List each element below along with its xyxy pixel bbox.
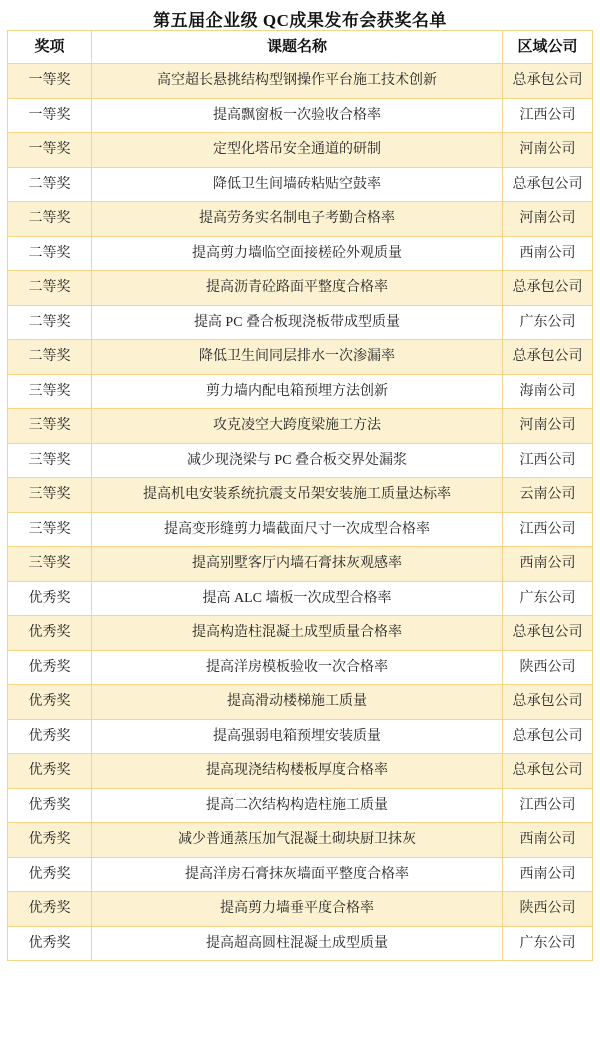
table-row bbox=[8, 167, 593, 202]
company-cell: 总承包公司 bbox=[503, 271, 593, 306]
table-row bbox=[8, 512, 593, 547]
topic-cell: 降低卫生间墙砖粘贴空鼓率 bbox=[92, 167, 503, 202]
company-cell: 江西公司 bbox=[503, 512, 593, 547]
table-row bbox=[8, 823, 593, 858]
company-cell: 总承包公司 bbox=[503, 167, 593, 202]
award-cell: 三等奖 bbox=[8, 512, 92, 547]
topic-cell: 提高剪力墙垂平度合格率 bbox=[92, 892, 503, 927]
topic-cell: 提高现浇结构楼板厚度合格率 bbox=[92, 754, 503, 789]
topic-cell: 提高 ALC 墙板一次成型合格率 bbox=[92, 581, 503, 616]
table-row bbox=[8, 685, 593, 720]
company-cell: 广东公司 bbox=[503, 305, 593, 340]
award-cell: 一等奖 bbox=[8, 64, 92, 99]
topic-cell: 提高超高圆柱混凝土成型质量 bbox=[92, 926, 503, 961]
table-row bbox=[8, 719, 593, 754]
table-row bbox=[8, 374, 593, 409]
table-row bbox=[8, 650, 593, 685]
company-cell: 陕西公司 bbox=[503, 892, 593, 927]
table-row bbox=[8, 236, 593, 271]
awards-table bbox=[7, 30, 593, 961]
table-row bbox=[8, 64, 593, 99]
topic-cell: 提高强弱电箱预埋安装质量 bbox=[92, 719, 503, 754]
topic-cell: 提高剪力墙临空面接槎砼外观质量 bbox=[92, 236, 503, 271]
company-cell: 总承包公司 bbox=[503, 64, 593, 99]
company-cell: 总承包公司 bbox=[503, 616, 593, 651]
company-cell: 江西公司 bbox=[503, 443, 593, 478]
page-title: 第五届企业级 QC成果发布会获奖名单 bbox=[153, 11, 447, 30]
header-company: 区域公司 bbox=[503, 31, 593, 64]
topic-cell: 提高沥青砼路面平整度合格率 bbox=[92, 271, 503, 306]
table-row bbox=[8, 133, 593, 168]
company-cell: 总承包公司 bbox=[503, 719, 593, 754]
award-cell: 优秀奖 bbox=[8, 616, 92, 651]
header-award: 奖项 bbox=[8, 31, 92, 64]
company-cell: 西南公司 bbox=[503, 547, 593, 582]
award-cell: 优秀奖 bbox=[8, 857, 92, 892]
company-cell: 广东公司 bbox=[503, 926, 593, 961]
company-cell: 海南公司 bbox=[503, 374, 593, 409]
topic-cell: 提高机电安装系统抗震支吊架安装施工质量达标率 bbox=[92, 478, 503, 513]
table-row bbox=[8, 616, 593, 651]
award-cell: 二等奖 bbox=[8, 167, 92, 202]
award-cell: 二等奖 bbox=[8, 305, 92, 340]
company-cell: 陕西公司 bbox=[503, 650, 593, 685]
company-cell: 河南公司 bbox=[503, 133, 593, 168]
table-row bbox=[8, 271, 593, 306]
topic-cell: 提高飘窗板一次验收合格率 bbox=[92, 98, 503, 133]
topic-cell: 提高二次结构构造柱施工质量 bbox=[92, 788, 503, 823]
topic-cell: 提高劳务实名制电子考勤合格率 bbox=[92, 202, 503, 237]
table-row bbox=[8, 443, 593, 478]
award-cell: 二等奖 bbox=[8, 236, 92, 271]
company-cell: 西南公司 bbox=[503, 236, 593, 271]
award-cell: 优秀奖 bbox=[8, 823, 92, 858]
topic-cell: 提高 PC 叠合板现浇板带成型质量 bbox=[92, 305, 503, 340]
award-cell: 优秀奖 bbox=[8, 685, 92, 720]
award-cell: 一等奖 bbox=[8, 133, 92, 168]
award-cell: 二等奖 bbox=[8, 340, 92, 375]
topic-cell: 定型化塔吊安全通道的研制 bbox=[92, 133, 503, 168]
table-row bbox=[8, 340, 593, 375]
table-row bbox=[8, 857, 593, 892]
table-row bbox=[8, 409, 593, 444]
company-cell: 总承包公司 bbox=[503, 754, 593, 789]
table-row bbox=[8, 305, 593, 340]
header-topic: 课题名称 bbox=[92, 31, 503, 64]
company-cell: 西南公司 bbox=[503, 857, 593, 892]
topic-cell: 高空超长悬挑结构型钢操作平台施工技术创新 bbox=[92, 64, 503, 99]
award-cell: 三等奖 bbox=[8, 478, 92, 513]
table-row bbox=[8, 98, 593, 133]
topic-cell: 提高滑动楼梯施工质量 bbox=[92, 685, 503, 720]
award-cell: 三等奖 bbox=[8, 443, 92, 478]
award-cell: 优秀奖 bbox=[8, 650, 92, 685]
company-cell: 河南公司 bbox=[503, 409, 593, 444]
award-cell: 优秀奖 bbox=[8, 926, 92, 961]
award-cell: 三等奖 bbox=[8, 409, 92, 444]
table-row bbox=[8, 754, 593, 789]
table-row bbox=[8, 892, 593, 927]
table-row bbox=[8, 581, 593, 616]
table-row bbox=[8, 788, 593, 823]
company-cell: 云南公司 bbox=[503, 478, 593, 513]
award-cell: 优秀奖 bbox=[8, 892, 92, 927]
company-cell: 总承包公司 bbox=[503, 685, 593, 720]
company-cell: 江西公司 bbox=[503, 788, 593, 823]
topic-cell: 提高构造柱混凝土成型质量合格率 bbox=[92, 616, 503, 651]
company-cell: 河南公司 bbox=[503, 202, 593, 237]
topic-cell: 剪力墙内配电箱预埋方法创新 bbox=[92, 374, 503, 409]
award-cell: 优秀奖 bbox=[8, 754, 92, 789]
table-row bbox=[8, 202, 593, 237]
topic-cell: 降低卫生间同层排水一次渗漏率 bbox=[92, 340, 503, 375]
company-cell: 广东公司 bbox=[503, 581, 593, 616]
topic-cell: 提高洋房石膏抹灰墙面平整度合格率 bbox=[92, 857, 503, 892]
topic-cell: 提高变形缝剪力墙截面尺寸一次成型合格率 bbox=[92, 512, 503, 547]
table-body bbox=[8, 64, 593, 961]
topic-cell: 提高洋房模板验收一次合格率 bbox=[92, 650, 503, 685]
award-cell: 三等奖 bbox=[8, 374, 92, 409]
topic-cell: 减少普通蒸压加气混凝土砌块厨卫抹灰 bbox=[92, 823, 503, 858]
award-cell: 优秀奖 bbox=[8, 788, 92, 823]
award-cell: 三等奖 bbox=[8, 547, 92, 582]
award-cell: 优秀奖 bbox=[8, 719, 92, 754]
topic-cell: 减少现浇梁与 PC 叠合板交界处漏浆 bbox=[92, 443, 503, 478]
award-cell: 优秀奖 bbox=[8, 581, 92, 616]
award-cell: 一等奖 bbox=[8, 98, 92, 133]
company-cell: 总承包公司 bbox=[503, 340, 593, 375]
topic-cell: 提高别墅客厅内墙石膏抹灰观感率 bbox=[92, 547, 503, 582]
award-cell: 二等奖 bbox=[8, 271, 92, 306]
company-cell: 江西公司 bbox=[503, 98, 593, 133]
topic-cell: 攻克凌空大跨度梁施工方法 bbox=[92, 409, 503, 444]
company-cell: 西南公司 bbox=[503, 823, 593, 858]
table-header-row bbox=[8, 31, 593, 64]
award-cell: 二等奖 bbox=[8, 202, 92, 237]
table-row bbox=[8, 478, 593, 513]
table-row bbox=[8, 547, 593, 582]
table-row bbox=[8, 926, 593, 961]
